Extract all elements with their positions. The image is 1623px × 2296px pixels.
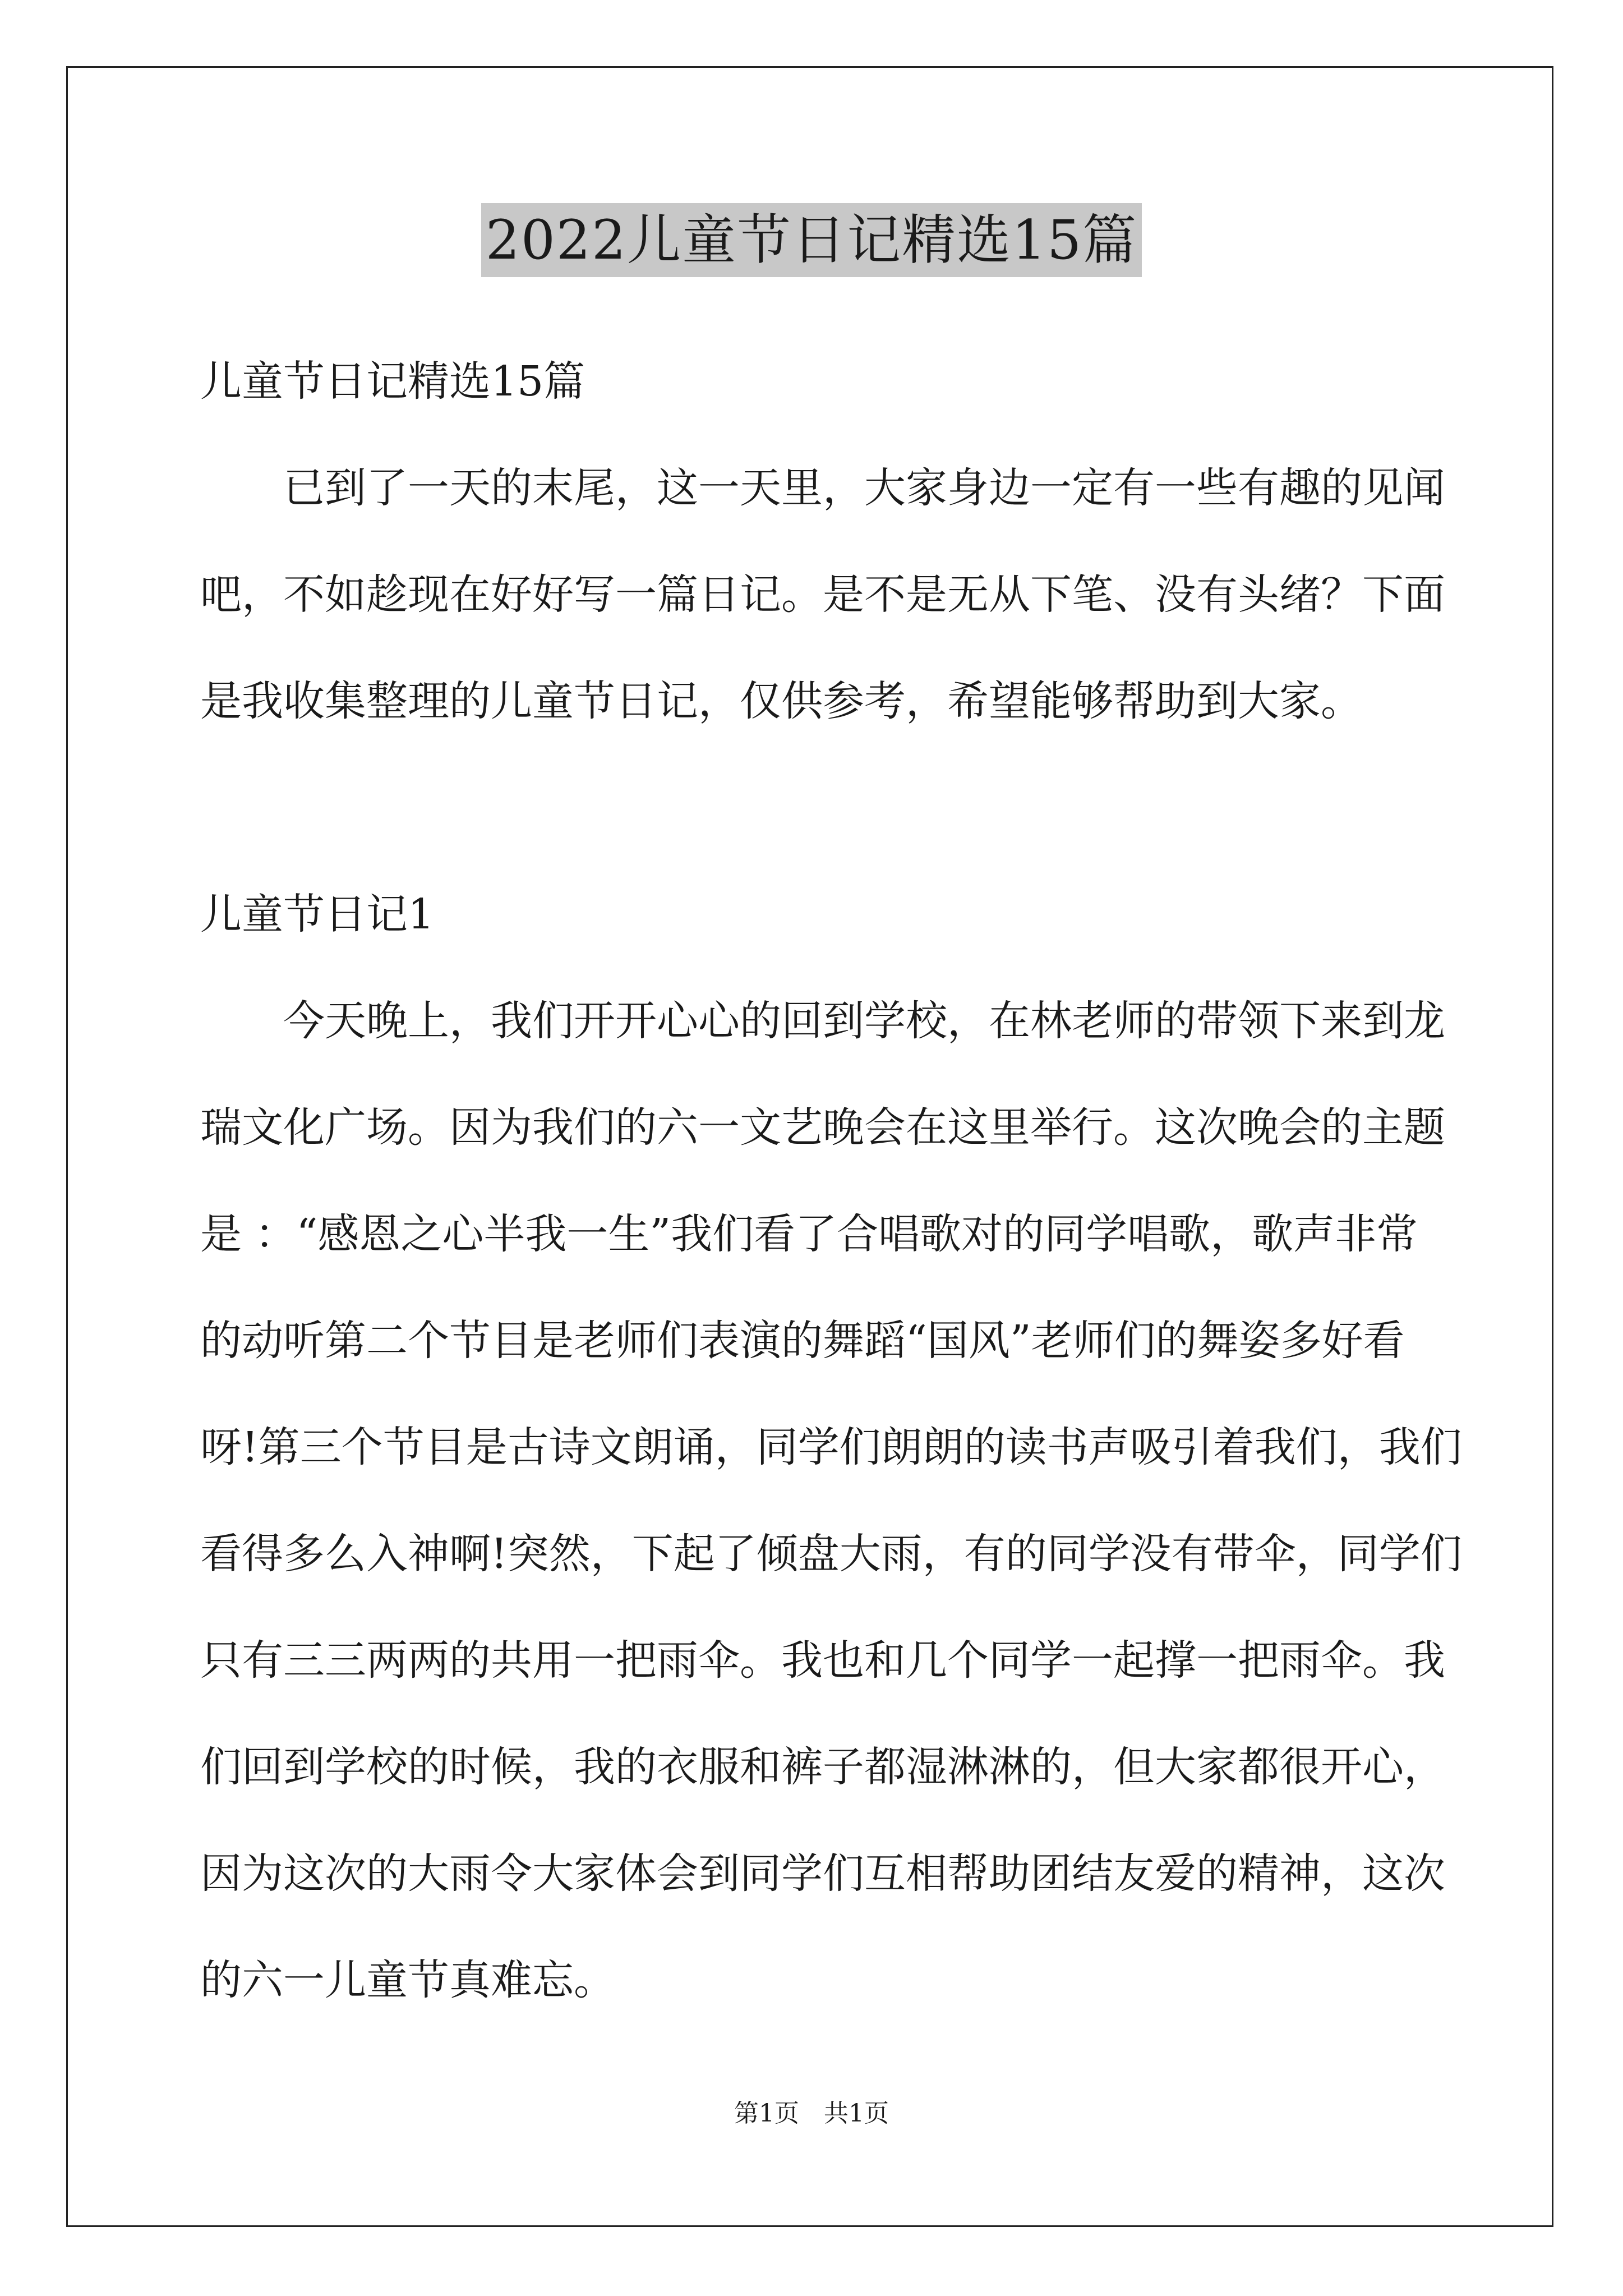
document-subtitle: 儿童节日记精选15篇 xyxy=(200,357,585,406)
body-line: 只有三三两两的共用一把雨伞。我也和几个同学一起撑一把雨伞。我 xyxy=(200,1636,1445,1685)
intro-line: 已到了一天的末尾，这一天里，大家身边一定有一些有趣的见闻 xyxy=(200,464,1445,512)
body-line: 呀!第三个节目是古诗文朗诵，同学们朗朗的读书声吸引着我们，我们 xyxy=(200,1423,1462,1471)
body-line: 因为这次的大雨令大家体会到同学们互相帮助团结友爱的精神，这次 xyxy=(200,1849,1445,1898)
intro-line: 是我收集整理的儿童节日记，仅供参考，希望能够帮助到大家。 xyxy=(200,677,1362,725)
body-line: 瑞文化广场。因为我们的六一文艺晚会在这里举行。这次晚会的主题 xyxy=(200,1103,1445,1152)
page-footer: 第1页 共1页 xyxy=(734,2099,889,2128)
title-container xyxy=(0,203,1623,277)
body-line: 的动听第二个节目是老师们表演的舞蹈“国风”老师们的舞姿多好看 xyxy=(200,1317,1405,1365)
body-line: 看得多么入神啊!突然，下起了倾盘大雨，有的同学没有带伞，同学们 xyxy=(200,1530,1462,1578)
intro-line: 吧，不如趁现在好好写一篇日记。是不是无从下笔、没有头绪？下面 xyxy=(200,570,1445,619)
document-title: 2022儿童节日记精选15篇 xyxy=(481,203,1142,277)
body-line: 今天晚上，我们开开心心的回到学校，在林老师的带领下来到龙 xyxy=(200,997,1445,1045)
body-line: 的六一儿童节真难忘。 xyxy=(200,1956,615,2004)
body-line: 们回到学校的时候，我的衣服和裤子都湿淋淋的，但大家都很开心， xyxy=(200,1743,1445,1791)
body-line: 是 ：“感恩之心半我一生”我们看了合唱歌对的同学唱歌，歌声非常 xyxy=(200,1210,1418,1258)
section-heading: 儿童节日记1 xyxy=(200,890,435,938)
